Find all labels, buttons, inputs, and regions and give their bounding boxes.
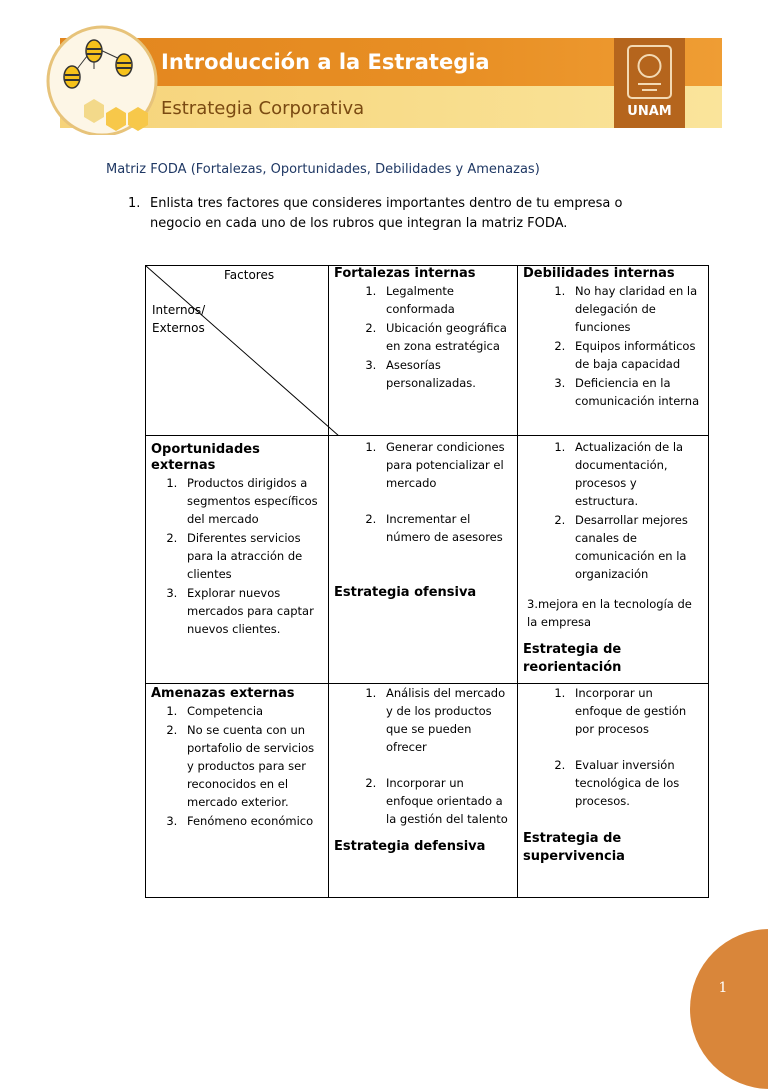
list-item: 3. Explorar nuevos mercados para captar nuevos clientes. bbox=[181, 584, 323, 638]
list-item: 1. Incorporar un enfoque de gestión por procesos bbox=[569, 684, 703, 738]
fa-list bbox=[334, 684, 512, 828]
list-item: 3. Fenómeno económico bbox=[181, 812, 323, 830]
fo-cell bbox=[329, 436, 518, 684]
list-item: 1. Análisis del mercado y de los productos que se pueden ofrecer bbox=[380, 684, 512, 756]
list-item: 2. No se cuenta con un portafolio de servicios y productos para ser reconocidos en el mercado exterior. bbox=[181, 721, 323, 811]
list-item: 1. Legalmente conformada bbox=[380, 282, 512, 318]
list-item: 2. Diferentes servicios para la atracción de clientes bbox=[181, 529, 323, 583]
debilidades-title: Debilidades internas bbox=[523, 266, 675, 281]
fa-cell bbox=[329, 684, 518, 898]
unam-label: UNAM bbox=[627, 104, 672, 119]
da-list bbox=[523, 684, 703, 810]
fortalezas-list bbox=[334, 282, 512, 392]
instruction-text: Enlista tres factores que consideres importantes dentro de tu empresa o negocio en cada uno de los rubros que integran la matriz FODA. bbox=[150, 196, 623, 231]
unam-shield-icon bbox=[614, 38, 685, 108]
list-item: 3. Deficiencia en la comunicación interna bbox=[569, 374, 703, 410]
bee-logo bbox=[44, 25, 164, 135]
list-item: 2. Desarrollar mejores canales de comunicación en la organización bbox=[569, 511, 703, 583]
fo-strategy: Estrategia ofensiva bbox=[334, 585, 477, 600]
oportunidades-cell bbox=[146, 436, 329, 684]
externos-label: Externos bbox=[152, 321, 205, 335]
course-title: Introducción a la Estrategia bbox=[161, 50, 490, 74]
section-heading: Matriz FODA (Fortalezas, Oportunidades, Debilidades y Amenazas) bbox=[106, 162, 540, 177]
do-list bbox=[523, 436, 703, 583]
fa-strategy: Estrategia defensiva bbox=[334, 839, 486, 854]
debilidades-list bbox=[523, 282, 703, 410]
list-item: 2. Ubicación geográfica en zona estratégica bbox=[380, 319, 512, 355]
fo-list bbox=[334, 436, 512, 546]
factores-label: Factores bbox=[224, 268, 275, 282]
list-item: 2. Equipos informáticos de baja capacidad bbox=[569, 337, 703, 373]
amenazas-cell bbox=[146, 684, 329, 898]
da-strategy: Estrategia de supervivencia bbox=[523, 831, 625, 864]
list-item: 3. Asesorías personalizadas. bbox=[380, 356, 512, 392]
amenazas-title: Amenazas externas bbox=[151, 686, 295, 701]
fortalezas-title: Fortalezas internas bbox=[334, 266, 476, 281]
instruction-number: 1. bbox=[128, 196, 141, 211]
da-cell bbox=[518, 684, 709, 898]
oportunidades-list bbox=[151, 474, 323, 638]
list-item: 2. Incorporar un enfoque orientado a la gestión del talento bbox=[380, 774, 512, 828]
corner-cell bbox=[146, 266, 329, 436]
page-corner-decoration bbox=[690, 929, 768, 1089]
do-extra: 3.mejora en la tecnología de la empresa bbox=[527, 597, 692, 629]
unam-logo bbox=[614, 38, 685, 128]
fortalezas-cell bbox=[329, 266, 518, 436]
list-item: 1. Actualización de la documentación, procesos y estructura. bbox=[569, 438, 703, 510]
list-item: 1. Productos dirigidos a segmentos específicos del mercado bbox=[181, 474, 323, 528]
amenazas-list bbox=[151, 702, 323, 830]
list-item: 1. Competencia bbox=[181, 702, 323, 720]
page-number: 1 bbox=[718, 980, 728, 996]
list-item: 2. Incrementar el número de asesores bbox=[380, 510, 512, 546]
do-strategy: Estrategia de reorientación bbox=[523, 642, 622, 675]
internos-label: Internos/ bbox=[152, 303, 206, 317]
list-item: 2. Evaluar inversión tecnológica de los procesos. bbox=[569, 756, 703, 810]
list-item: 1. No hay claridad en la delegación de funciones bbox=[569, 282, 703, 336]
do-cell bbox=[518, 436, 709, 684]
diagonal-line bbox=[146, 266, 339, 436]
course-subtitle: Estrategia Corporativa bbox=[161, 98, 365, 119]
foda-matrix bbox=[145, 265, 709, 898]
oportunidades-title: Oportunidades externas bbox=[151, 442, 260, 473]
debilidades-cell bbox=[518, 266, 709, 436]
list-item: 1. Generar condiciones para potencializar el mercado bbox=[380, 438, 512, 492]
